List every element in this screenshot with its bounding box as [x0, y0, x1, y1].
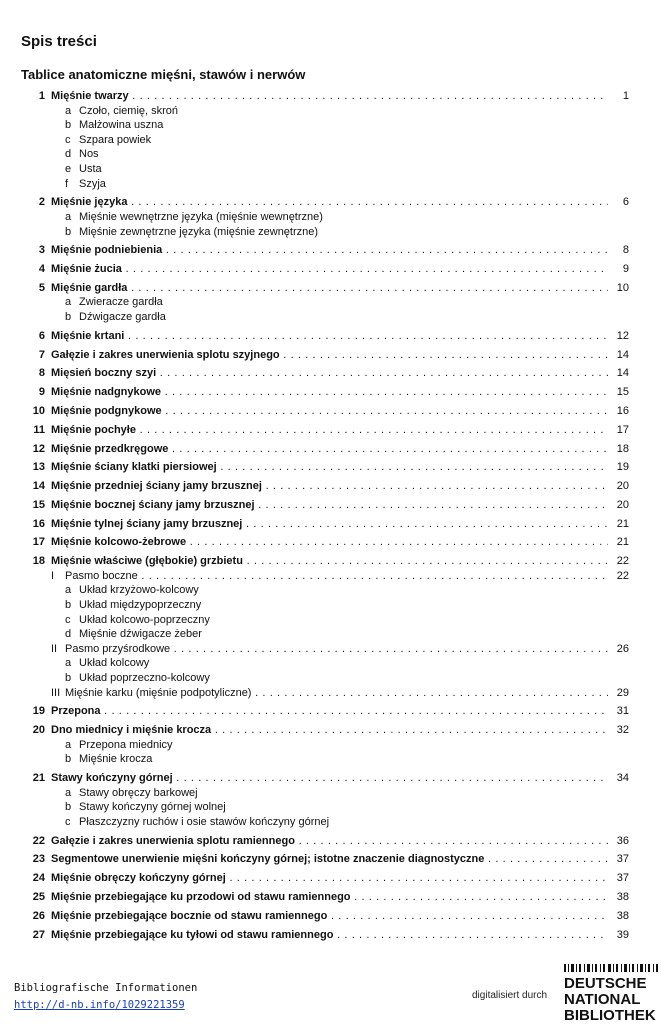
toc-entry-page: 8 — [622, 244, 629, 257]
toc-entry-title: Mięśnie krtani . . . — [51, 329, 608, 344]
toc-part-title: Pasmo przyśrodkowe . . . — [65, 642, 608, 657]
toc-entry-page: 9 — [622, 263, 629, 276]
toc-entry-number: 10 — [32, 404, 45, 417]
toc-subentry — [0, 583, 670, 598]
toc-entry-page: 36 — [616, 834, 629, 847]
toc-entry-title: Mięśnie przebiegające ku tyłowi od stawu ramiennego . . . — [51, 928, 608, 943]
toc-entry-title: Mięśnie właściwe (głębokie) grzbietu . . . — [51, 554, 608, 569]
toc-entry — [0, 498, 670, 513]
toc-entry — [0, 771, 670, 786]
toc-entry — [0, 442, 670, 457]
toc-part-numeral: II — [51, 642, 58, 655]
toc-entry-page: 6 — [622, 196, 629, 209]
toc-entry-page: 18 — [616, 442, 629, 455]
toc-part — [0, 569, 670, 584]
toc-entry-number: 22 — [32, 834, 45, 847]
toc-entry-number: 25 — [32, 891, 45, 903]
toc-entry — [0, 909, 670, 924]
toc-subentry — [0, 671, 670, 686]
toc-entry — [0, 329, 670, 344]
toc-entry-title: Mięśnie gardła . . . — [51, 281, 608, 296]
toc-entry — [0, 928, 670, 943]
toc-part-page: 26 — [616, 642, 629, 655]
toc-subentry — [0, 177, 670, 192]
toc-subentry-title: Układ kolcowo-poprzeczny — [79, 613, 210, 626]
toc-entry-number: 6 — [38, 329, 45, 342]
bibliographic-heading: Bibliografische Informationen — [14, 982, 198, 994]
toc-subentry — [0, 118, 670, 133]
toc-subentry-letter: a — [65, 738, 72, 751]
toc-entry-number: 12 — [32, 442, 45, 455]
toc-entry-number: 11 — [33, 423, 45, 436]
toc-entry — [0, 281, 670, 296]
toc-subentry — [0, 627, 670, 642]
toc-entry-page: 21 — [616, 517, 629, 530]
toc-subentry-title: Dźwigacze gardła — [79, 311, 166, 324]
toc-entry-title: Mięśnie podgnykowe . . . — [51, 404, 608, 419]
toc-entry-title: Gałęzie i zakres unerwienia splotu ramiennego . . . — [51, 834, 608, 849]
toc-subentry-title: Przepona miednicy — [79, 738, 173, 751]
toc-entry-number: 23 — [32, 853, 45, 866]
toc-subentry — [0, 738, 670, 753]
toc-entry-number: 16 — [32, 517, 45, 530]
toc-entry-page: 39 — [616, 928, 629, 941]
toc-subentry — [0, 815, 670, 830]
toc-part-page: 22 — [616, 569, 629, 582]
toc-entry — [0, 262, 670, 277]
toc-entry-page: 12 — [616, 329, 629, 342]
toc-entry-number: 18 — [32, 555, 45, 568]
toc-subentry-letter: d — [65, 628, 72, 641]
toc-entry-number: 19 — [32, 705, 45, 718]
toc-subentry — [0, 613, 670, 628]
toc-subentry-letter: b — [65, 225, 72, 238]
toc-part-numeral: I — [51, 569, 55, 582]
page-title: Spis treści — [21, 33, 97, 50]
toc-entry — [0, 404, 670, 419]
toc-entry-page: 21 — [616, 536, 629, 549]
toc-entry-title: Gałęzie i zakres unerwienia splotu szyjnego . . . — [51, 348, 608, 363]
toc-entry-title: Mięśnie podniebienia . . . — [51, 243, 608, 258]
toc-subentry — [0, 656, 670, 671]
toc-entry — [0, 517, 670, 532]
toc-subentry-letter: c — [65, 133, 71, 146]
dnb-logo — [563, 964, 659, 1022]
section-title: Tablice anatomiczne mięśni, stawów i nerwów — [21, 67, 306, 82]
toc-subentry-letter: b — [65, 311, 72, 324]
toc-subentry-letter: a — [65, 210, 72, 223]
toc-entry-page: 1 — [622, 90, 629, 102]
toc-entry-title: Mięśnie przebiegające ku przodowi od stawu ramiennego . . . — [51, 890, 608, 905]
toc-part-numeral: III — [51, 686, 61, 699]
toc-entry-page: 15 — [616, 386, 629, 399]
toc-entry — [0, 423, 670, 438]
toc-entry-page: 31 — [616, 705, 629, 718]
toc-entry-number: 9 — [38, 386, 45, 399]
toc-entry — [0, 834, 670, 849]
toc-subentry-title: Stawy obręczy barkowej — [79, 786, 198, 799]
toc-entry-page: 37 — [616, 872, 629, 885]
toc-entry-number: 1 — [38, 90, 45, 102]
logo-line-1: DEUTSCHE — [564, 975, 647, 992]
toc-entry-number: 14 — [32, 480, 45, 493]
toc-subentry — [0, 800, 670, 815]
toc-subentry-title: Układ krzyżowo-kolcowy — [79, 584, 199, 597]
toc-entry — [0, 479, 670, 494]
toc-entry-number: 21 — [32, 772, 45, 785]
toc-subentry — [0, 295, 670, 310]
toc-entry-title: Mięśnie języka . . . — [51, 195, 608, 210]
toc-entry-page: 38 — [616, 909, 629, 922]
toc-subentry-title: Układ poprzeczno-kolcowy — [79, 671, 210, 684]
toc-entry — [0, 723, 670, 738]
toc-subentry-title: Układ międzypoprzeczny — [79, 599, 202, 611]
toc-part — [0, 642, 670, 657]
toc-entry-title: Mięśnie tylnej ściany jamy brzusznej . . . — [51, 517, 608, 532]
toc-entry-number: 4 — [38, 263, 45, 276]
toc-entry-number: 3 — [38, 244, 45, 257]
toc-subentry — [0, 598, 670, 613]
toc-subentry-letter: b — [65, 801, 72, 814]
toc-entry-page: 32 — [616, 724, 629, 737]
toc-subentry-letter: d — [65, 148, 72, 161]
toc-entry — [0, 385, 670, 400]
toc-subentry — [0, 162, 670, 177]
toc-entry-page: 38 — [616, 891, 629, 903]
toc-subentry-letter: a — [65, 657, 72, 670]
toc-entry-title: Mięśnie przebiegające bocznie od stawu ramiennego . . . — [51, 909, 608, 924]
toc-subentry — [0, 147, 670, 162]
toc-subentry-letter: b — [65, 599, 72, 611]
toc-entry-title: Mięśnie obręczy kończyny górnej . . . — [51, 871, 608, 886]
toc-subentry — [0, 133, 670, 148]
toc-subentry-title: Płaszczyzny ruchów i osie stawów kończyny górnej — [79, 815, 330, 828]
toc-entry-title: Mięśnie przedniej ściany jamy brzusznej . . . — [51, 479, 608, 494]
toc-subentry-title: Szpara powiek — [79, 133, 152, 146]
bibliographic-info — [14, 980, 197, 1014]
toc-part-title: Mięśnie karku (mięśnie podpotyliczne) . . . — [65, 686, 608, 701]
toc-subentry-letter: a — [65, 584, 72, 597]
toc-entry-number: 15 — [32, 498, 45, 511]
toc-entry-page: 37 — [616, 853, 629, 866]
toc-subentry-letter: b — [65, 119, 72, 132]
logo-line-2: NATIONAL — [564, 991, 641, 1008]
toc-entry-number: 20 — [32, 724, 45, 737]
toc-entry-page: 17 — [616, 423, 629, 436]
toc-entry-title: Mięśnie ściany klatki piersiowej . . . — [51, 460, 608, 475]
toc-entry-number: 2 — [38, 196, 45, 209]
toc-subentry — [0, 752, 670, 767]
toc-subentry-title: Mięśnie wewnętrzne języka (mięśnie wewnętrzne) — [79, 210, 323, 223]
toc-entry-title: Mięśnie pochyłe . . . — [51, 423, 608, 438]
toc-entry-title: Dno miednicy i mięśnie krocza . . . — [51, 723, 608, 738]
toc-subentry — [0, 310, 670, 325]
toc-subentry — [0, 786, 670, 801]
toc-entry-number: 8 — [38, 367, 45, 380]
toc-subentry — [0, 225, 670, 240]
toc-entry-page: 14 — [616, 348, 629, 361]
barcode-stripes — [564, 964, 658, 972]
toc-entry — [0, 460, 670, 475]
toc-entry-title: Mięśnie przedkręgowe . . . — [51, 442, 608, 457]
toc-subentry-title: Mięśnie zewnętrzne języka (mięśnie zewnętrzne) — [79, 225, 319, 238]
toc-entry — [0, 366, 670, 381]
toc-entry-title: Stawy kończyny górnej . . . — [51, 771, 608, 786]
toc-subentry-title: Małżowina uszna — [79, 119, 164, 132]
toc-entry-page: 16 — [616, 404, 629, 417]
toc-subentry-title: Zwieracze gardła — [79, 296, 163, 309]
toc-entry-title: Mięśnie żucia . . . — [51, 262, 608, 277]
toc-entry-number: 26 — [32, 909, 45, 922]
toc-subentry — [0, 104, 670, 119]
toc-entry — [0, 871, 670, 886]
toc-subentry-letter: c — [65, 815, 71, 828]
toc-entry — [0, 704, 670, 719]
toc-subentry-title: Stawy kończyny górnej wolnej — [79, 801, 226, 814]
toc-subentry-title: Szyja — [79, 177, 106, 190]
toc-subentry-letter: f — [65, 177, 69, 190]
logo-line-3: BIBLIOTHEK — [564, 1007, 656, 1022]
toc-part-title: Pasmo boczne . . . — [65, 569, 608, 584]
toc-entry-title: Mięśnie bocznej ściany jamy brzusznej . . . — [51, 498, 608, 513]
toc-entry-number: 24 — [32, 872, 45, 885]
toc-subentry-letter: a — [65, 786, 72, 799]
toc-subentry-letter: c — [65, 613, 71, 626]
toc-subentry-letter: b — [65, 753, 72, 766]
toc-entry-page: 14 — [616, 367, 629, 380]
toc-entry-page: 22 — [616, 555, 629, 568]
toc-entry-title: Mięśnie kolcowo-żebrowe . . . — [51, 535, 608, 550]
dnb-link[interactable]: http://d-nb.info/1029221359 — [14, 999, 185, 1011]
toc-entry — [0, 554, 670, 569]
table-of-contents — [0, 89, 670, 942]
toc-entry-page: 19 — [616, 461, 629, 474]
toc-entry-page: 20 — [616, 480, 629, 493]
toc-subentry-letter: e — [65, 162, 72, 175]
toc-entry — [0, 195, 670, 210]
toc-entry-page: 34 — [616, 772, 629, 785]
toc-subentry-title: Mięśnie krocza — [79, 753, 153, 766]
toc-subentry-title: Czoło, ciemię, skroń — [79, 104, 179, 117]
toc-entry-title: Mięsień boczny szyi . . . — [51, 366, 608, 381]
toc-subentry-title: Mięśnie dźwigacze żeber — [79, 628, 202, 641]
toc-subentry-title: Układ kolcowy — [79, 657, 150, 670]
toc-entry — [0, 535, 670, 550]
toc-entry — [0, 89, 670, 104]
toc-part-page: 29 — [616, 686, 629, 699]
toc-entry-number: 7 — [38, 348, 45, 361]
toc-subentry-letter: a — [65, 104, 72, 117]
toc-entry-title: Mięśnie nadgnykowe . . . — [51, 385, 608, 400]
toc-subentry-title: Nos — [79, 148, 99, 161]
toc-entry — [0, 348, 670, 363]
toc-subentry-letter: a — [65, 296, 72, 309]
toc-entry-title: Mięśnie twarzy . . . — [51, 89, 608, 104]
toc-entry-number: 27 — [32, 928, 45, 941]
toc-subentry-title: Usta — [79, 162, 102, 175]
toc-entry-number: 17 — [32, 536, 45, 549]
toc-entry-number: 5 — [38, 281, 45, 294]
toc-entry-number: 13 — [32, 461, 45, 474]
digitized-by-text: digitalisiert durch — [472, 990, 548, 1001]
toc-entry-page: 10 — [616, 281, 629, 294]
toc-entry-page: 20 — [616, 498, 629, 511]
toc-entry-title: Segmentowe unerwienie mięśni kończyny górnej; istotne znaczenie diagnostyczne . . . — [51, 852, 608, 867]
toc-part — [0, 686, 670, 701]
toc-subentry-letter: b — [65, 671, 72, 684]
toc-entry — [0, 852, 670, 867]
toc-entry — [0, 243, 670, 258]
toc-subentry — [0, 210, 670, 225]
toc-entry — [0, 890, 670, 905]
toc-entry-title: Przepona . . . — [51, 704, 608, 719]
